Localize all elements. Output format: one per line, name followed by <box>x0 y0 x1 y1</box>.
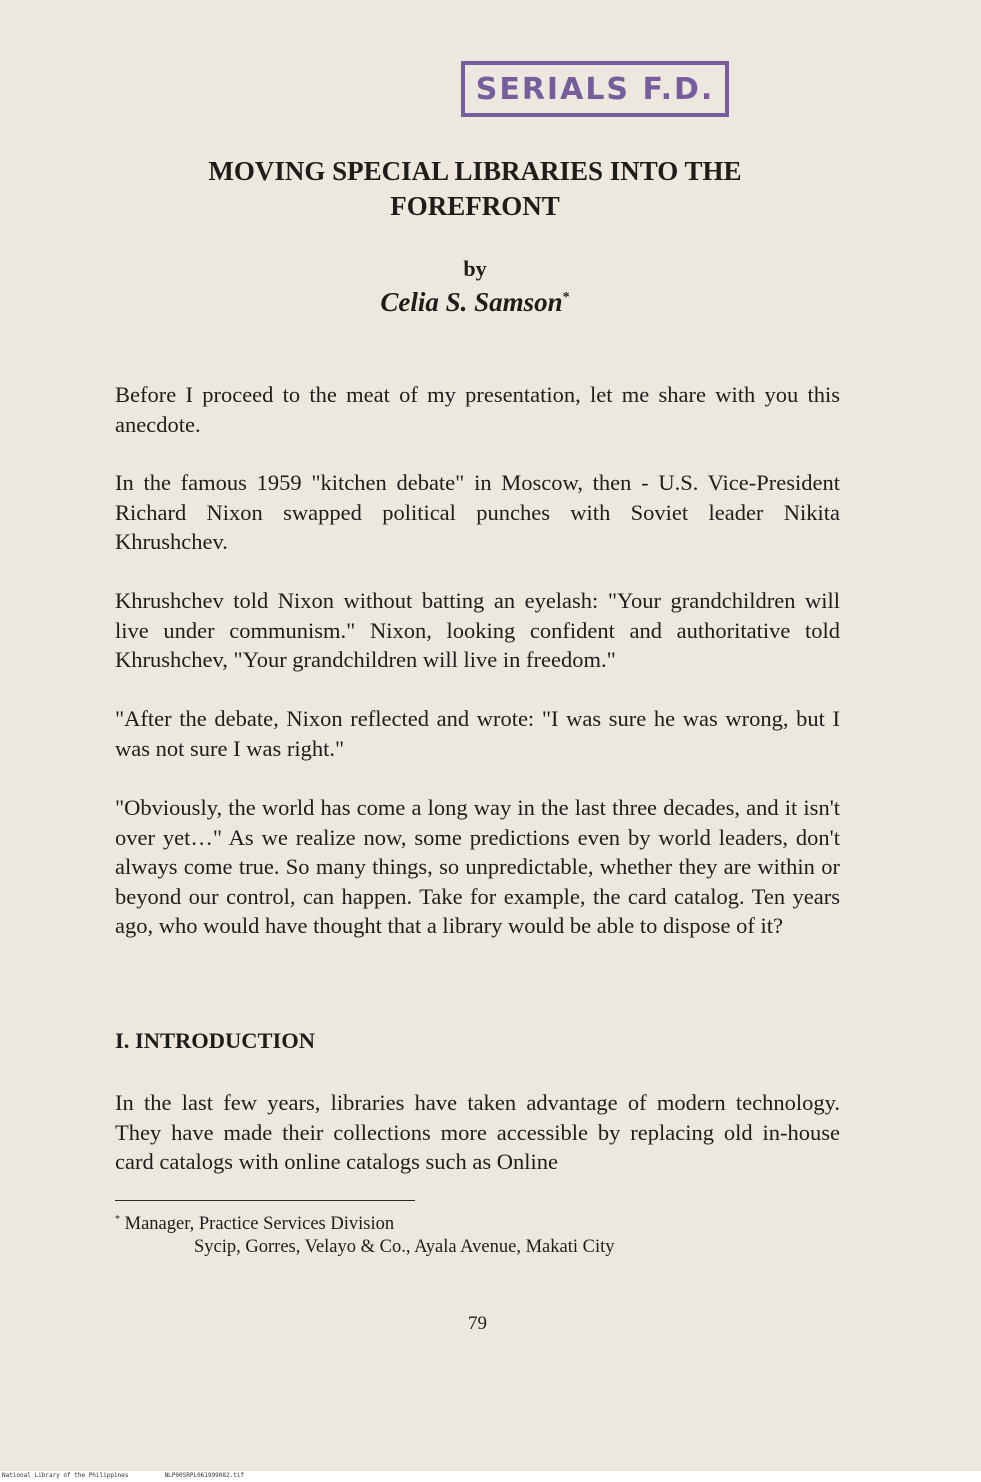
title-line-2: FOREFRONT <box>390 191 560 221</box>
scan-caption <box>2 1472 244 1479</box>
paragraph-5: "Obviously, the world has come a long way in the last three decades, and it isn't over yet…" As we realize now, some predictions even by world leaders, don't always come true. So many things, so unpredictable, whether they are within or beyond our control, can happen. Take for example, the card catalog. Ten years ago, who would have thought that a library would be able to dispose of it? <box>115 795 840 938</box>
footnote-line-1 <box>115 1214 394 1235</box>
footnote-text-1: Manager, Practice Services Division <box>124 1214 395 1235</box>
page-number: 79 <box>468 1313 487 1334</box>
serials-stamp <box>461 61 729 117</box>
scan-caption-library: National Library of the Philippines <box>2 1472 129 1479</box>
article-title <box>100 154 850 224</box>
footnote-line-2: Sycip, Gorres, Velayo & Co., Ayala Avenue, Makati City <box>194 1237 615 1257</box>
title-line-1: MOVING SPECIAL LIBRARIES INTO THE <box>208 156 742 186</box>
scan-caption-file: NLP00SRPL061999082.tif <box>164 1472 245 1479</box>
author-footnote-mark: * <box>562 290 570 305</box>
paragraph-3: Khrushchev told Nixon without batting an eyelash: "Your grandchildren will live under communism." Nixon, looking confident and authoritative told Khrushchev, "Your grandchildren will live in freedom." <box>115 588 840 672</box>
introduction-paragraph: In the last few years, libraries have taken advantage of modern technology. They have made their collections more accessible by replacing old in-house card catalogs with online catalogs such as Online <box>115 1090 840 1174</box>
paragraph-1: Before I proceed to the meat of my presentation, let me share with you this anecdote. <box>115 382 840 437</box>
footnote-mark: * <box>115 1214 120 1225</box>
author-name <box>100 287 850 318</box>
paragraph-4: "After the debate, Nixon reflected and wrote: "I was sure he was wrong, but I was not sure I was right." <box>115 706 840 761</box>
paragraph-2: In the famous 1959 "kitchen debate" in Moscow, then - U.S. Vice-President Richard Nixon swapped political punches with Soviet leader Nikita Khrushchev. <box>115 470 840 554</box>
author-text: Celia S. Samson <box>380 287 563 317</box>
footnote-divider <box>115 1200 415 1201</box>
stamp-text: SERIALS F.D. <box>475 71 715 107</box>
byline-by: by <box>463 256 487 281</box>
section-heading-introduction: I. INTRODUCTION <box>115 1028 316 1053</box>
